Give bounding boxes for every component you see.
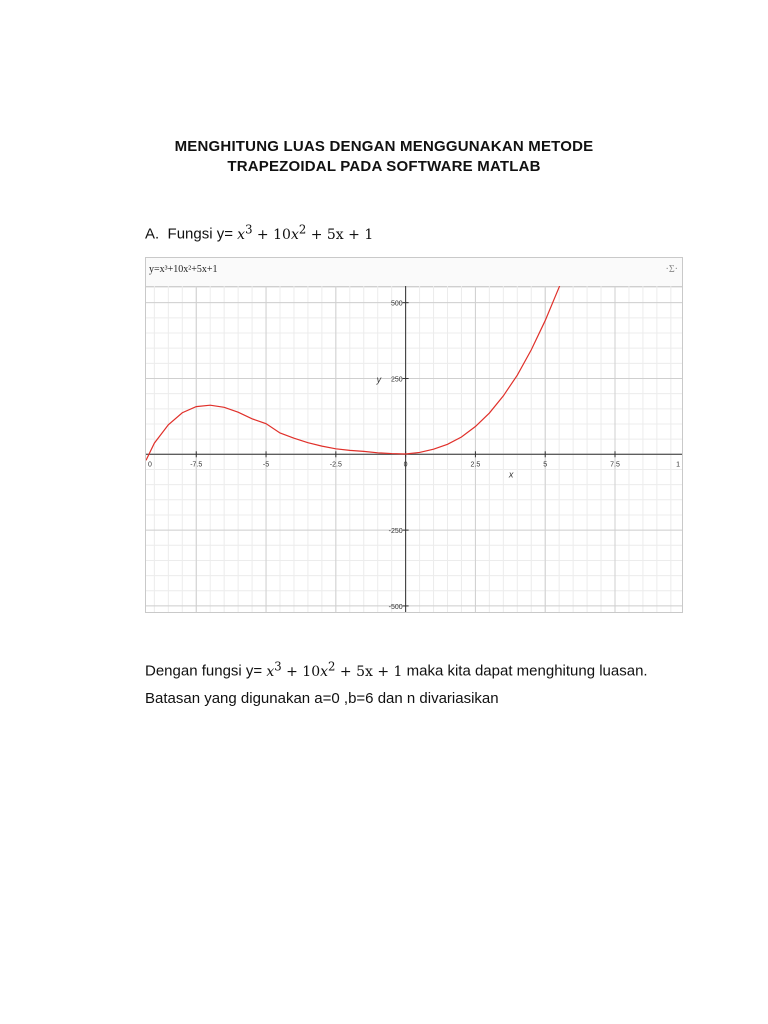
paragraph-2: Batasan yang digunakan a=0 ,b=6 dan n divariasikan: [145, 690, 499, 707]
function-graph[interactable]: [145, 257, 683, 613]
graph-header: [146, 258, 682, 287]
x-tick-label: 5: [543, 461, 548, 469]
function-formula: $x^3 + 10x^2 + 5x + 1$: [237, 222, 374, 243]
section-a-heading: [145, 219, 373, 245]
x-tick-label: -5: [262, 461, 270, 469]
section-a-text: Fungsi y=: [167, 225, 233, 243]
x-tick-label: 0: [403, 461, 408, 469]
y-tick-label: 500: [390, 300, 403, 308]
section-a-label: A.: [145, 225, 160, 243]
x-tick-label: -7.5: [190, 461, 203, 469]
x-edge-label-right: 1: [676, 461, 680, 469]
x-tick-label: 2.5: [470, 461, 481, 469]
y-tick-label: 250: [390, 376, 403, 384]
paragraph-1: [145, 656, 648, 682]
y-tick-label: -250: [388, 528, 403, 536]
x-tick-label: -2.5: [329, 461, 342, 469]
paragraph-1-suffix: maka kita dapat menghitung luasan.: [406, 662, 648, 680]
x-axis-label: x: [508, 469, 514, 480]
sum-icon[interactable]: ·Σ·: [665, 264, 678, 275]
x-edge-label-left: 0: [148, 461, 152, 469]
document-title-line-1: MENGHITUNG LUAS DENGAN MENGGUNAKAN METODE: [174, 138, 594, 155]
graph-formula-label: y=x³+10x²+5x+1: [149, 264, 218, 275]
paragraph-1-prefix: Dengan fungsi y=: [145, 662, 263, 680]
x-tick-label: 7.5: [610, 461, 620, 469]
y-axis-label: y: [376, 374, 382, 385]
document-title-line-2: TRAPEZOIDAL PADA SOFTWARE MATLAB: [227, 158, 541, 175]
y-tick-label: -500: [388, 603, 403, 611]
paragraph-1-formula: $x^3 + 10x^2 + 5x + 1$: [266, 659, 403, 680]
plot-area: [146, 286, 682, 612]
